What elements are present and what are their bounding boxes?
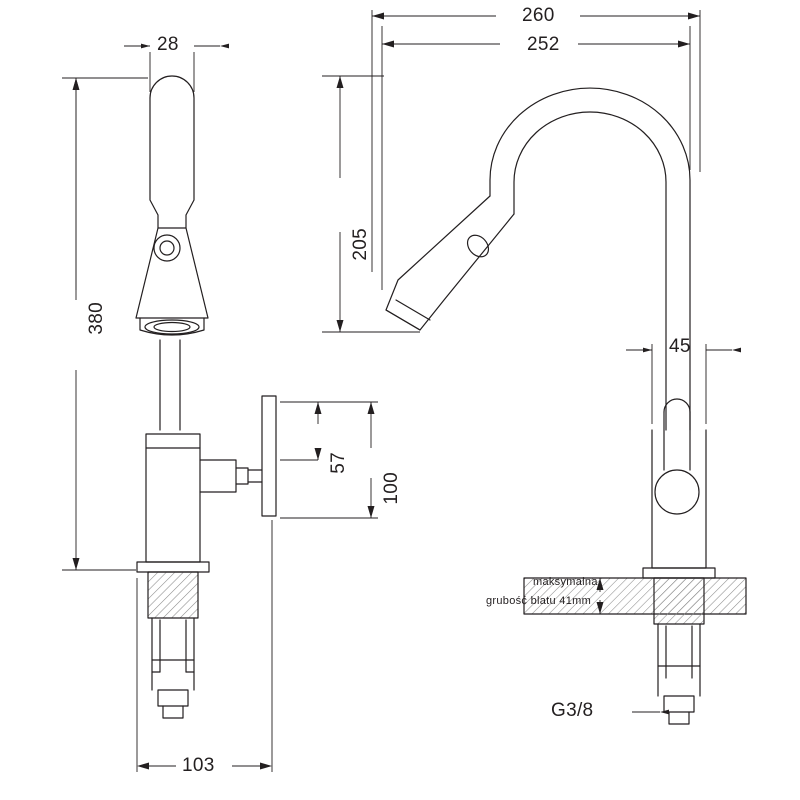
dim-label-260: 260 — [522, 5, 555, 26]
dim-label-g38: G3/8 — [551, 700, 594, 721]
worktop-note-line2: grubość blatu 41mm — [486, 595, 592, 607]
dim-label-57: 57 — [328, 452, 349, 474]
dim-label-380: 380 — [86, 302, 107, 335]
left-elevation-view — [136, 76, 276, 718]
worktop-note-line1: maksymalna — [533, 576, 598, 588]
dim-label-205: 205 — [350, 228, 371, 261]
dim-label-103: 103 — [182, 755, 215, 776]
dim-label-28: 28 — [157, 34, 179, 55]
dim-label-45: 45 — [669, 336, 691, 357]
right-elevation-view — [386, 88, 746, 724]
dim-label-252: 252 — [527, 34, 560, 55]
dim-label-100: 100 — [381, 472, 402, 505]
dimension-lines-left — [62, 46, 378, 772]
